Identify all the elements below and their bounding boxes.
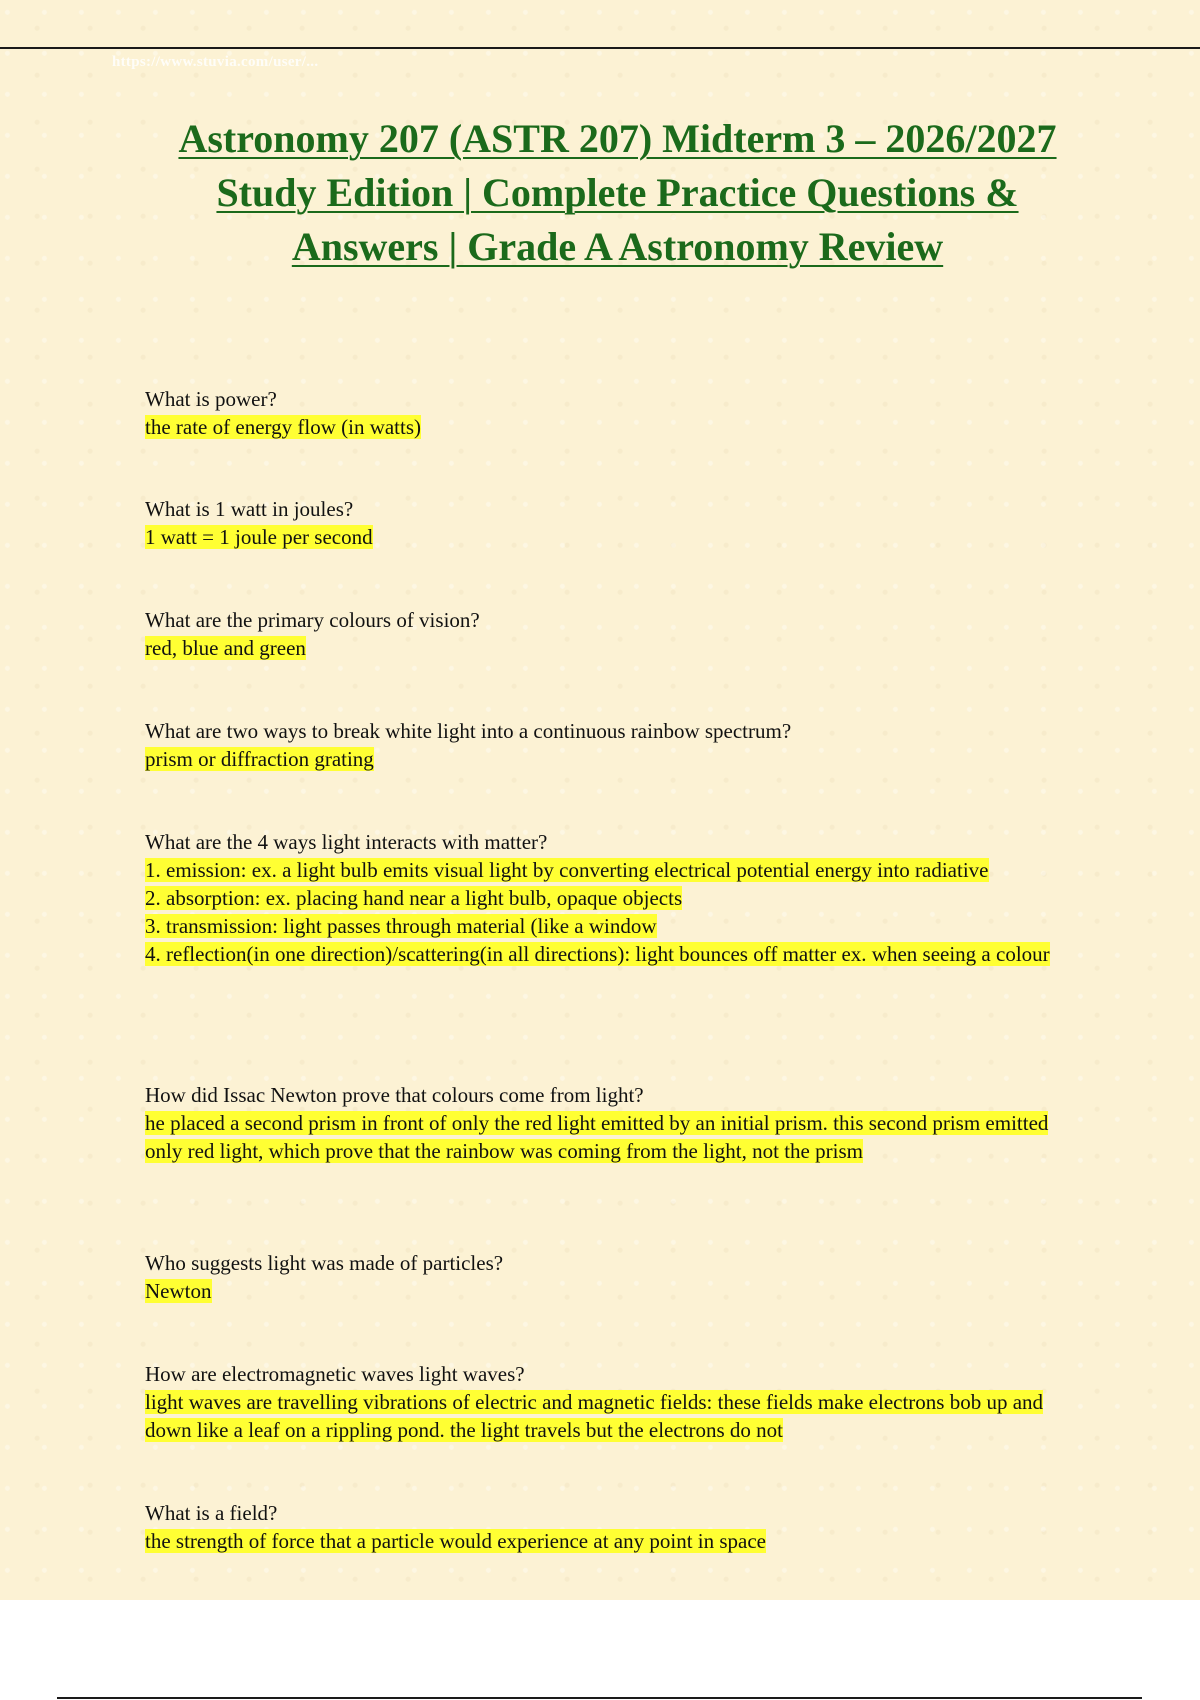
answer-text: Newton bbox=[145, 1279, 212, 1303]
answer-text: 4. reflection(in one direction)/scattering(in all directions): light bounces off matter ex. when seeing a colour bbox=[145, 942, 1050, 966]
question-text: How are electromagnetic waves light waves? bbox=[145, 1362, 525, 1386]
watermark-url: https://www.stuvia.com/user/... bbox=[112, 54, 319, 70]
question-text: What is 1 watt in joules? bbox=[145, 497, 354, 521]
answer-text: red, blue and green bbox=[145, 636, 306, 660]
qa-item bbox=[145, 1360, 1075, 1444]
qa-item bbox=[145, 1081, 1075, 1165]
answer-text: 3. transmission: light passes through material (like a window bbox=[145, 914, 657, 938]
question-text: What is a field? bbox=[145, 1501, 278, 1525]
qa-item bbox=[145, 495, 1075, 551]
qa-item bbox=[145, 828, 1075, 968]
answer-text: 2. absorption: ex. placing hand near a light bulb, opaque objects bbox=[145, 886, 683, 910]
answer-text: he placed a second prism in front of only the red light emitted by an initial prism. this second prism emitted only red light, which prove that the rainbow was coming from the light, not the prism bbox=[145, 1111, 1049, 1163]
question-text: What are the primary colours of vision? bbox=[145, 608, 480, 632]
question-text: Who suggests light was made of particles? bbox=[145, 1251, 504, 1275]
question-text: What are two ways to break white light into a continuous rainbow spectrum? bbox=[145, 719, 792, 743]
question-text: What is power? bbox=[145, 387, 277, 411]
qa-item bbox=[145, 1499, 1075, 1555]
footer-rule bbox=[57, 1697, 1142, 1699]
header-rule bbox=[0, 47, 1200, 49]
qa-item bbox=[145, 717, 1075, 773]
answer-text: the rate of energy flow (in watts) bbox=[145, 415, 422, 439]
document-title: Astronomy 207 (ASTR 207) Midterm 3 – 2026/2027 Study Edition | Complete Practice Questions & Answers | Grade A Astronomy Review bbox=[178, 116, 1057, 269]
question-text: How did Issac Newton prove that colours come from light? bbox=[145, 1083, 644, 1107]
qa-item bbox=[145, 606, 1075, 662]
answer-text: 1 watt = 1 joule per second bbox=[145, 525, 373, 549]
answer-text: light waves are travelling vibrations of electric and magnetic fields: these fields make electrons bob up and down like a leaf on a rippling pond. the light travels but the electrons do not bbox=[145, 1390, 1044, 1442]
answer-text: the strength of force that a particle would experience at any point in space bbox=[145, 1529, 766, 1553]
answer-text: 1. emission: ex. a light bulb emits visual light by converting electrical potential energy into radiative bbox=[145, 858, 989, 882]
question-text: What are the 4 ways light interacts with matter? bbox=[145, 830, 548, 854]
qa-item bbox=[145, 1249, 1075, 1305]
answer-text: prism or diffraction grating bbox=[145, 747, 374, 771]
qa-item bbox=[145, 385, 1075, 441]
